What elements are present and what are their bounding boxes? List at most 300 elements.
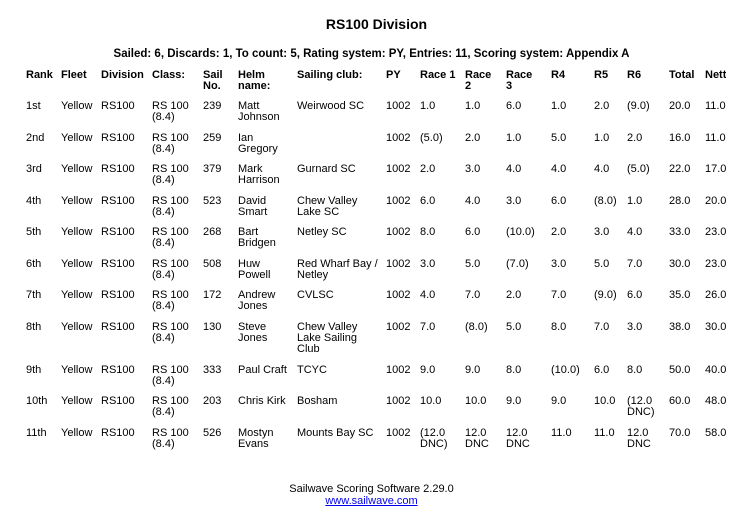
cell-line: 2.0 <box>551 226 567 238</box>
column-header <box>56 66 96 94</box>
cell-line: 4.0 <box>627 226 643 238</box>
cell-line: 1.0 <box>594 131 610 144</box>
table-cell <box>96 389 147 421</box>
cell-line: Gregory <box>238 142 278 155</box>
table-cell <box>233 389 292 421</box>
cell-line: 8.0 <box>551 320 567 333</box>
cell-line: Yellow <box>61 100 93 112</box>
table-cell <box>546 421 589 453</box>
cell-line: 6.0 <box>420 194 436 207</box>
cell-line: 60.0 <box>669 395 691 407</box>
cell-line: RS100 <box>101 194 135 207</box>
table-cell <box>147 252 198 284</box>
cell-line: 1002 <box>386 163 411 175</box>
cell-line: (8.4) <box>152 174 175 186</box>
table-cell <box>664 189 700 221</box>
cell-line: 333 <box>203 363 222 376</box>
table-cell <box>233 252 292 284</box>
cell-line: (12.0 <box>420 426 446 439</box>
table-cell <box>622 126 664 158</box>
cell-line: 268 <box>203 226 222 238</box>
cell-line: 3.0 <box>551 257 567 270</box>
table-cell <box>622 189 664 221</box>
column-header-line: Rank <box>26 69 53 81</box>
cell-line: 6.0 <box>594 363 610 376</box>
table-cell <box>198 220 233 252</box>
table-cell <box>56 315 96 358</box>
column-header-line: Fleet <box>61 69 87 81</box>
cell-line: 4.0 <box>465 194 481 207</box>
sailwave-link[interactable]: www.sailwave.com <box>325 495 418 507</box>
cell-line: Smart <box>238 205 268 218</box>
cell-line: Netley SC <box>297 226 347 238</box>
table-cell <box>622 252 664 284</box>
cell-line: Jones <box>238 331 268 344</box>
column-header <box>415 66 460 94</box>
table-cell <box>147 126 198 158</box>
table-cell <box>546 389 589 421</box>
column-header-line: R5 <box>594 69 609 81</box>
cell-line: Netley <box>297 268 329 281</box>
cell-line: 1002 <box>386 194 411 207</box>
table-row <box>21 315 726 358</box>
cell-line: 1.0 <box>465 100 481 112</box>
cell-line: RS 100 <box>152 226 189 238</box>
table-cell <box>292 189 381 221</box>
table-cell <box>546 126 589 158</box>
table-cell <box>460 421 501 453</box>
cell-line: Powell <box>238 268 271 281</box>
cell-line: 7.0 <box>551 289 567 301</box>
cell-line: 23.0 <box>705 257 726 270</box>
software-credit: Sailwave Scoring Software 2.29.0 <box>289 483 454 495</box>
cell-line: Gurnard SC <box>297 163 356 175</box>
table-cell <box>546 358 589 390</box>
table-cell <box>589 126 622 158</box>
cell-line: Chew Valley <box>297 194 358 207</box>
table-cell <box>198 421 233 453</box>
table-cell <box>460 94 501 126</box>
cell-line: 3.0 <box>465 163 481 175</box>
column-header <box>381 66 415 94</box>
cell-line: 5.0 <box>465 257 481 270</box>
column-header-line: Division <box>101 69 144 81</box>
column-header-line: R6 <box>627 69 642 81</box>
cell-line: 58.0 <box>705 426 726 439</box>
table-cell <box>589 283 622 315</box>
page-title: RS100 Division <box>325 16 428 32</box>
table-cell <box>622 220 664 252</box>
cell-line: 3.0 <box>627 320 643 333</box>
table-cell <box>622 389 664 421</box>
cell-line: 6.0 <box>627 289 643 301</box>
cell-line: Andrew <box>238 289 276 301</box>
cell-line: 23.0 <box>705 226 726 238</box>
table-cell <box>147 315 198 358</box>
cell-line: (8.4) <box>152 406 175 418</box>
table-cell <box>56 126 96 158</box>
table-cell <box>460 220 501 252</box>
cell-line: Lake SC <box>297 205 340 218</box>
table-cell <box>589 220 622 252</box>
cell-line: 1002 <box>386 395 411 407</box>
cell-line: 1002 <box>386 131 411 144</box>
column-header-line: Total <box>669 69 695 81</box>
column-header <box>96 66 147 94</box>
table-cell <box>664 252 700 284</box>
table-cell <box>292 358 381 390</box>
cell-line: Chris Kirk <box>238 395 286 407</box>
cell-line: 8.0 <box>506 363 522 376</box>
table-cell <box>147 283 198 315</box>
table-cell <box>622 94 664 126</box>
cell-line: 1st <box>26 100 41 112</box>
table-cell <box>198 126 233 158</box>
table-cell <box>700 421 726 453</box>
column-header-line: name: <box>238 80 271 92</box>
table-cell <box>589 157 622 189</box>
cell-line: 9.0 <box>420 363 436 376</box>
table-cell <box>381 157 415 189</box>
table-cell <box>664 220 700 252</box>
table-cell <box>56 157 96 189</box>
table-cell <box>56 358 96 390</box>
cell-line: 379 <box>203 163 222 175</box>
cell-line: 70.0 <box>669 426 691 439</box>
table-cell <box>664 358 700 390</box>
cell-line: RS 100 <box>152 363 189 376</box>
table-cell <box>233 94 292 126</box>
table-cell <box>460 252 501 284</box>
cell-line: 6th <box>26 257 42 270</box>
column-header-line: PY <box>386 69 401 81</box>
table-cell <box>198 389 233 421</box>
column-header <box>198 66 233 94</box>
cell-line: (8.4) <box>152 374 175 387</box>
table-cell <box>233 421 292 453</box>
table-cell <box>622 421 664 453</box>
cell-line: RS 100 <box>152 131 189 144</box>
table-row <box>21 126 726 158</box>
cell-line: 5.0 <box>506 320 522 333</box>
cell-line: 1002 <box>386 363 411 376</box>
table-cell <box>415 220 460 252</box>
cell-line: David <box>238 194 267 207</box>
table-cell <box>415 421 460 453</box>
table-cell <box>546 189 589 221</box>
cell-line: 7.0 <box>465 289 481 301</box>
cell-line: RS100 <box>101 320 135 333</box>
table-cell <box>501 252 546 284</box>
column-header-line: Class: <box>152 69 186 81</box>
cell-line: Red Wharf Bay / <box>297 257 378 270</box>
table-cell <box>381 252 415 284</box>
cell-line: 26.0 <box>705 289 726 301</box>
cell-line: Yellow <box>61 363 93 376</box>
cell-line: Yellow <box>61 426 93 439</box>
table-cell <box>198 157 233 189</box>
cell-line: Bosham <box>297 395 338 407</box>
cell-line: 508 <box>203 257 222 270</box>
table-cell <box>664 94 700 126</box>
table-cell <box>589 315 622 358</box>
cell-line: RS 100 <box>152 320 189 333</box>
cell-line: (8.4) <box>152 268 175 281</box>
table-row <box>21 94 726 126</box>
cell-line: RS100 <box>101 163 135 175</box>
table-cell <box>292 157 381 189</box>
cell-line: 12.0 <box>627 426 649 439</box>
cell-line: 1.0 <box>551 100 567 112</box>
cell-line: RS 100 <box>152 194 189 207</box>
cell-line: 2.0 <box>594 100 610 112</box>
table-cell <box>381 389 415 421</box>
table-cell <box>546 315 589 358</box>
table-cell <box>546 283 589 315</box>
table-cell <box>415 252 460 284</box>
table-cell <box>546 94 589 126</box>
table-cell <box>664 421 700 453</box>
column-header <box>233 66 292 94</box>
cell-line: RS100 <box>101 426 135 439</box>
cell-line: Yellow <box>61 163 93 175</box>
cell-line: Harrison <box>238 174 280 186</box>
table-cell <box>622 283 664 315</box>
table-cell <box>56 389 96 421</box>
table-cell <box>96 315 147 358</box>
table-cell <box>56 252 96 284</box>
table-cell <box>96 283 147 315</box>
table-cell <box>147 157 198 189</box>
table-cell <box>292 220 381 252</box>
column-header <box>622 66 664 94</box>
cell-line: 9.0 <box>551 395 567 407</box>
table-cell <box>233 126 292 158</box>
cell-line: (8.0) <box>594 194 617 207</box>
cell-line: RS100 <box>101 131 135 144</box>
column-header-line: Helm <box>238 69 265 81</box>
table-cell <box>381 421 415 453</box>
cell-line: 7th <box>26 289 42 301</box>
cell-line: RS100 <box>101 289 135 301</box>
cell-line: Evans <box>238 437 269 450</box>
cell-line: 2.0 <box>465 131 481 144</box>
cell-line: 6.0 <box>465 226 481 238</box>
cell-line: (5.0) <box>420 131 443 144</box>
cell-line: 38.0 <box>669 320 691 333</box>
table-cell <box>292 126 381 158</box>
cell-line: RS100 <box>101 363 135 376</box>
cell-line: 8.0 <box>627 363 643 376</box>
cell-line: RS 100 <box>152 289 189 301</box>
cell-line: 9th <box>26 363 42 376</box>
table-cell <box>21 358 56 390</box>
table-cell <box>21 252 56 284</box>
table-cell <box>233 157 292 189</box>
table-cell <box>501 94 546 126</box>
column-header-line: No. <box>203 80 221 92</box>
table-cell <box>460 315 501 358</box>
table-cell <box>589 358 622 390</box>
cell-line: DNC <box>627 437 651 450</box>
cell-line: 526 <box>203 426 222 439</box>
cell-line: CVLSC <box>297 289 334 301</box>
cell-line: 1002 <box>386 226 411 238</box>
table-cell <box>700 189 726 221</box>
cell-line: RS 100 <box>152 395 189 407</box>
table-cell <box>292 421 381 453</box>
table-cell <box>56 283 96 315</box>
table-cell <box>501 283 546 315</box>
column-header <box>21 66 56 94</box>
table-cell <box>233 315 292 358</box>
cell-line: 12.0 <box>506 426 528 439</box>
cell-line: 2.0 <box>627 131 643 144</box>
table-cell <box>664 283 700 315</box>
table-cell <box>589 389 622 421</box>
cell-line: 7.0 <box>627 257 643 270</box>
table-cell <box>589 421 622 453</box>
cell-line: (12.0 <box>627 395 653 407</box>
table-cell <box>415 283 460 315</box>
table-cell <box>415 315 460 358</box>
cell-line: (10.0) <box>506 226 535 238</box>
table-cell <box>198 94 233 126</box>
column-header <box>589 66 622 94</box>
table-cell <box>96 189 147 221</box>
table-cell <box>622 315 664 358</box>
table-cell <box>198 283 233 315</box>
cell-line: 4.0 <box>551 163 567 175</box>
table-cell <box>147 389 198 421</box>
cell-line: 5.0 <box>551 131 567 144</box>
table-cell <box>292 283 381 315</box>
cell-line: (8.4) <box>152 331 175 344</box>
cell-line: 3.0 <box>420 257 436 270</box>
table-cell <box>292 315 381 358</box>
table-cell <box>501 189 546 221</box>
cell-line: 10.0 <box>594 395 616 407</box>
table-cell <box>415 189 460 221</box>
cell-line: (7.0) <box>506 257 529 270</box>
table-cell <box>501 358 546 390</box>
table-cell <box>700 315 726 358</box>
table-cell <box>96 358 147 390</box>
table-cell <box>96 94 147 126</box>
cell-line: 5.0 <box>594 257 610 270</box>
cell-line: 2.0 <box>506 289 522 301</box>
table-cell <box>21 389 56 421</box>
cell-line: RS100 <box>101 257 135 270</box>
table-cell <box>501 157 546 189</box>
cell-line: 20.0 <box>705 194 726 207</box>
series-summary: Sailed: 6, Discards: 1, To count: 5, Rating system: PY, Entries: 11, Scoring system: Appendix A <box>113 48 630 60</box>
cell-line: Jones <box>238 300 268 312</box>
table-cell <box>700 389 726 421</box>
column-header <box>460 66 501 94</box>
cell-line: 203 <box>203 395 222 407</box>
table-cell <box>460 283 501 315</box>
cell-line: RS 100 <box>152 426 189 439</box>
cell-line: 5th <box>26 226 42 238</box>
table-cell <box>501 315 546 358</box>
table-cell <box>546 220 589 252</box>
cell-line: 1.0 <box>627 194 643 207</box>
cell-line: 6.0 <box>551 194 567 207</box>
cell-line: 8th <box>26 320 42 333</box>
table-cell <box>460 189 501 221</box>
table-cell <box>96 220 147 252</box>
table-cell <box>233 358 292 390</box>
column-header <box>292 66 381 94</box>
table-cell <box>381 94 415 126</box>
cell-line: Yellow <box>61 395 93 407</box>
table-cell <box>381 126 415 158</box>
table-cell <box>233 189 292 221</box>
table-row <box>21 389 726 421</box>
cell-line: RS 100 <box>152 100 189 112</box>
cell-line: 172 <box>203 289 222 301</box>
table-cell <box>700 126 726 158</box>
cell-line: (8.4) <box>152 205 175 218</box>
table-cell <box>292 94 381 126</box>
table-cell <box>21 220 56 252</box>
cell-line: (8.4) <box>152 300 175 312</box>
cell-line: RS100 <box>101 100 135 112</box>
table-row <box>21 358 726 390</box>
cell-line: Lake Sailing <box>297 331 357 344</box>
cell-line: 1002 <box>386 320 411 333</box>
table-cell <box>415 389 460 421</box>
table-cell <box>664 157 700 189</box>
table-cell <box>700 220 726 252</box>
table-cell <box>622 157 664 189</box>
footer <box>0 483 743 507</box>
table-cell <box>292 252 381 284</box>
cell-line: Bart <box>238 226 259 238</box>
cell-line: Yellow <box>61 226 93 238</box>
cell-line: 8.0 <box>420 226 436 238</box>
cell-line: 4.0 <box>594 163 610 175</box>
cell-line: (8.0) <box>465 320 488 333</box>
table-cell <box>21 421 56 453</box>
table-cell <box>56 189 96 221</box>
cell-line: 1002 <box>386 289 411 301</box>
cell-line: 30.0 <box>705 320 726 333</box>
cell-line: (9.0) <box>594 289 617 301</box>
cell-line: RS 100 <box>152 257 189 270</box>
cell-line: DNC) <box>420 437 448 450</box>
column-header-line: Sail <box>203 69 223 81</box>
column-header-line: Race <box>465 69 492 81</box>
column-header-line: Race <box>506 69 533 81</box>
cell-line: Steve <box>238 320 267 333</box>
table-cell <box>147 421 198 453</box>
cell-line: 1002 <box>386 257 411 270</box>
cell-line: (8.4) <box>152 237 175 249</box>
cell-line: (5.0) <box>627 163 650 175</box>
table-row <box>21 157 726 189</box>
table-cell <box>700 358 726 390</box>
cell-line: Weirwood SC <box>297 100 365 112</box>
column-header-line: Race 1 <box>420 69 456 81</box>
cell-line: 11.0 <box>705 131 726 144</box>
cell-line: 4th <box>26 194 42 207</box>
cell-line: Yellow <box>61 194 93 207</box>
table-cell <box>460 157 501 189</box>
cell-line: 4.0 <box>506 163 522 175</box>
cell-line: Paul Craft <box>238 363 287 376</box>
